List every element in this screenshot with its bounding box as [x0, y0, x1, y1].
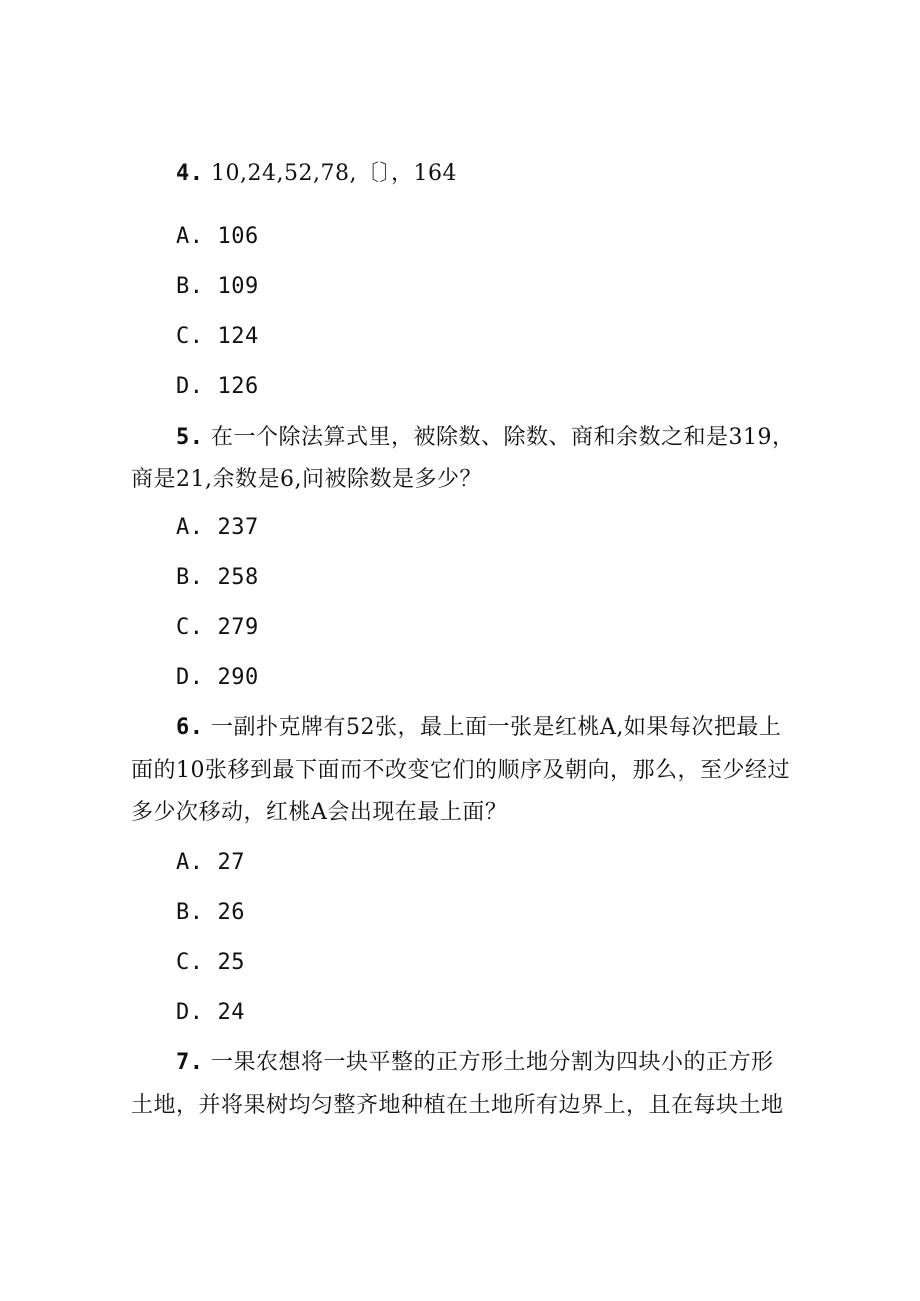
option-label: A. [176, 515, 204, 540]
question-6-stem-line-3 [131, 798, 507, 828]
question-5-option-d [176, 663, 259, 693]
question-text: 面的10张移到最下面而不改变它们的顺序及朝向，那么，至少经过 [131, 758, 790, 783]
question-6-option-a [176, 848, 245, 878]
question-number: 7. [176, 1050, 204, 1075]
question-6-stem [176, 713, 781, 743]
question-6-option-d [176, 998, 245, 1028]
question-6-option-b [176, 898, 245, 928]
option-label: A. [176, 850, 204, 875]
option-value: 27 [217, 850, 245, 875]
option-value: 24 [217, 1000, 245, 1025]
option-value: 124 [217, 324, 259, 349]
question-7-stem-line-2 [131, 1091, 784, 1121]
question-4-stem [176, 159, 457, 189]
question-5-option-b [176, 563, 259, 593]
question-number: 6. [176, 715, 204, 740]
option-value: 237 [217, 515, 259, 540]
option-value: 26 [217, 900, 245, 925]
question-4-option-b [176, 272, 259, 302]
question-5-option-c [176, 613, 259, 643]
option-value: 106 [217, 224, 259, 249]
option-value: 25 [217, 950, 245, 975]
option-label: D. [176, 665, 204, 690]
question-4-option-c [176, 322, 259, 352]
question-6-option-c [176, 948, 245, 978]
option-label: B. [176, 900, 204, 925]
option-label: C. [176, 324, 204, 349]
question-number: 4. [176, 161, 204, 186]
question-text: 一副扑克牌有52张，最上面一张是红桃A,如果每次把最上 [211, 715, 782, 740]
option-value: 109 [217, 274, 259, 299]
option-label: A. [176, 224, 204, 249]
option-label: B. [176, 274, 204, 299]
question-5-option-a [176, 513, 259, 543]
question-text: 多少次移动，红桃A会出现在最上面？ [131, 800, 508, 825]
question-4-option-d [176, 372, 259, 402]
option-value: 279 [217, 615, 259, 640]
question-4-option-a [176, 222, 259, 252]
option-label: B. [176, 565, 204, 590]
question-text: 土地，并将果树均匀整齐地种植在土地所有边界上，且在每块土地 [131, 1093, 784, 1118]
option-value: 258 [217, 565, 259, 590]
option-label: C. [176, 615, 204, 640]
option-label: C. [176, 950, 204, 975]
question-number: 5. [176, 425, 204, 450]
option-label: D. [176, 1000, 204, 1025]
question-6-stem-line-2 [131, 756, 790, 786]
question-5-stem-line-2 [131, 465, 482, 495]
question-text: 一果农想将一块平整的正方形土地分割为四块小的正方形 [211, 1050, 774, 1075]
option-label: D. [176, 374, 204, 399]
question-text: 商是21,余数是6,问被除数是多少？ [131, 467, 482, 492]
option-value: 126 [217, 374, 259, 399]
option-value: 290 [217, 665, 259, 690]
question-5-stem [176, 423, 795, 453]
question-text: 10,24,52,78,〔〕，164 [211, 161, 457, 186]
question-text: 在一个除法算式里，被除数、除数、商和余数之和是319， [211, 425, 795, 450]
question-7-stem [176, 1048, 774, 1078]
